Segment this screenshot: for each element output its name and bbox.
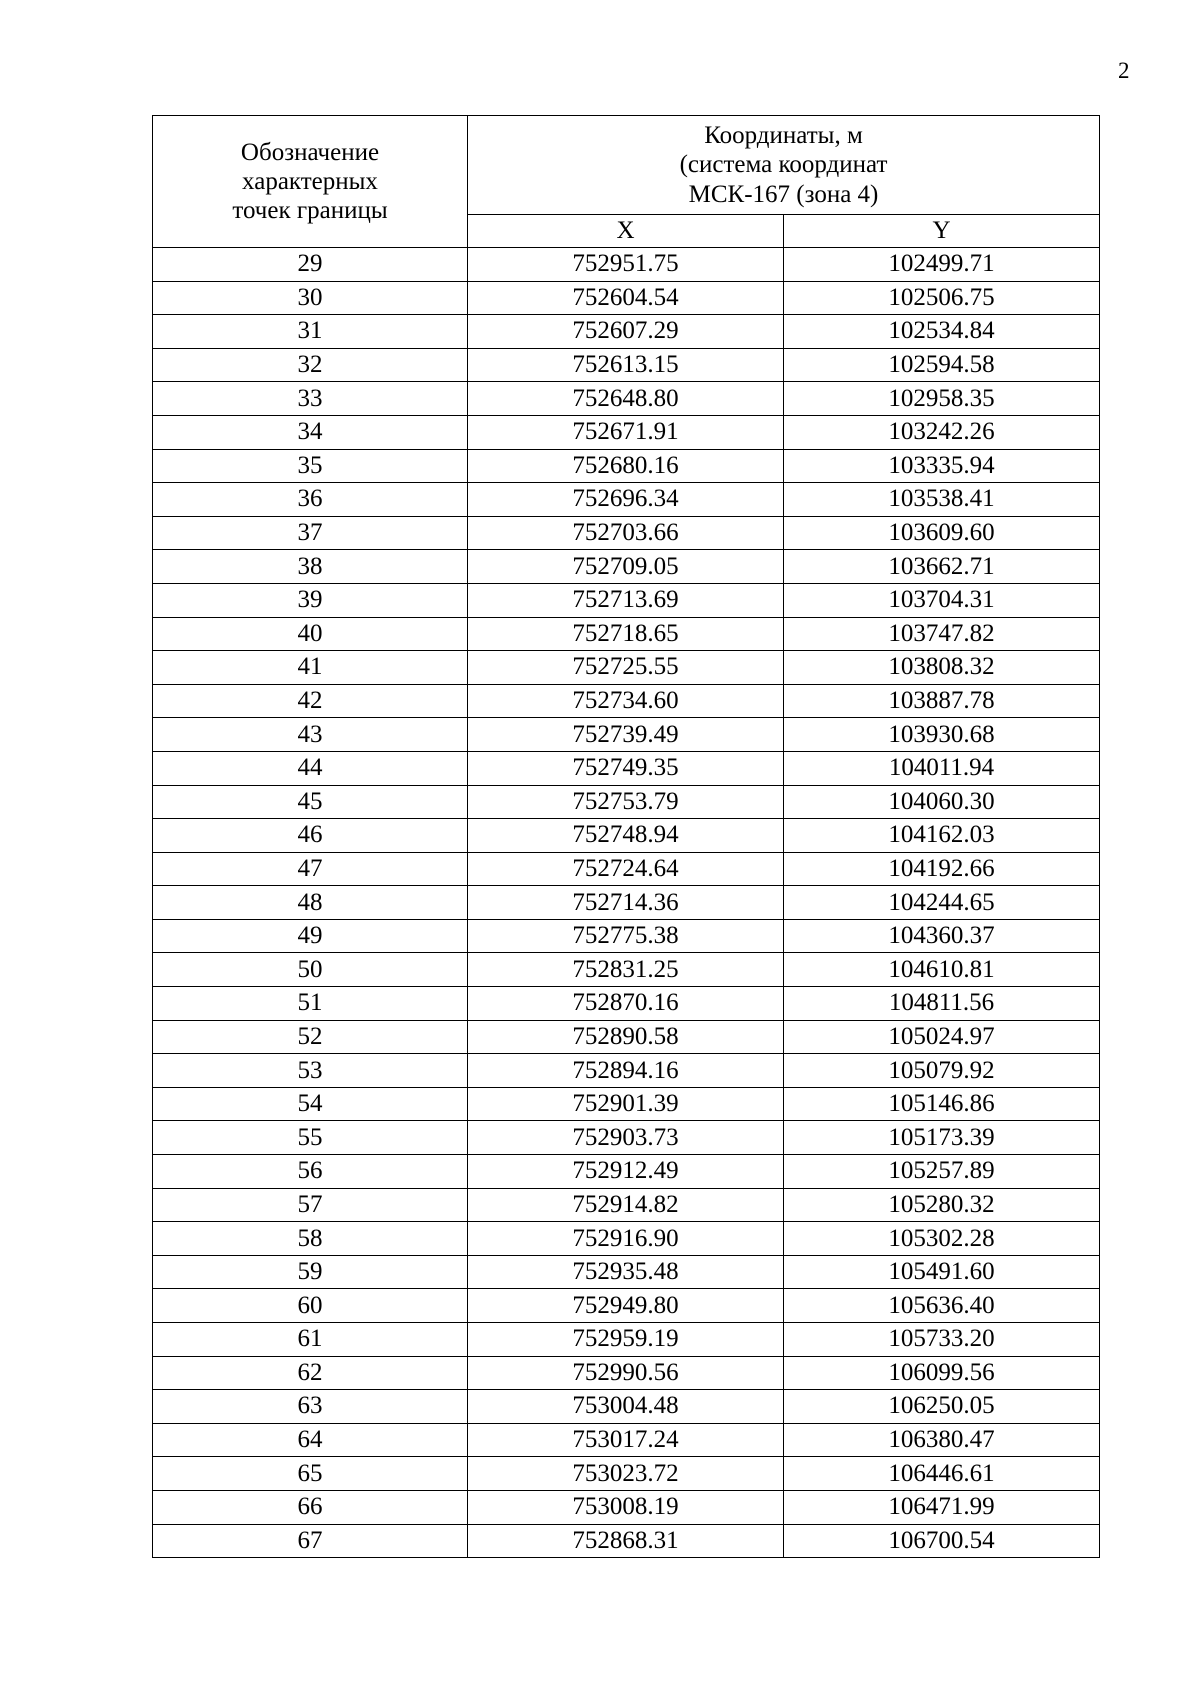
table-row — [153, 516, 1100, 550]
x-coordinate-cell: 752831.25 — [468, 953, 784, 987]
y-coordinate-cell: 104244.65 — [784, 886, 1100, 920]
point-number-cell: 57 — [153, 1188, 468, 1222]
point-number-cell: 55 — [153, 1121, 468, 1155]
table-row — [153, 315, 1100, 349]
y-coordinate-cell: 102499.71 — [784, 248, 1100, 282]
point-number-cell: 67 — [153, 1524, 468, 1558]
point-number-cell: 41 — [153, 651, 468, 685]
x-coordinate-cell: 752749.35 — [468, 751, 784, 785]
x-coordinate-cell: 752990.56 — [468, 1356, 784, 1390]
x-coordinate-cell: 752680.16 — [468, 449, 784, 483]
y-coordinate-cell: 105636.40 — [784, 1289, 1100, 1323]
point-number-cell: 29 — [153, 248, 468, 282]
table-body — [153, 248, 1100, 1558]
x-coordinate-cell: 752748.94 — [468, 819, 784, 853]
y-coordinate-cell: 105280.32 — [784, 1188, 1100, 1222]
x-coordinate-cell: 752890.58 — [468, 1020, 784, 1054]
y-coordinate-cell: 106700.54 — [784, 1524, 1100, 1558]
point-number-cell: 40 — [153, 617, 468, 651]
x-coordinate-cell: 752714.36 — [468, 886, 784, 920]
x-coordinate-cell: 753017.24 — [468, 1423, 784, 1457]
x-coordinate-cell: 752914.82 — [468, 1188, 784, 1222]
x-coordinate-cell: 752775.38 — [468, 919, 784, 953]
coords-title-line: МСК-167 (зона 4) — [688, 180, 879, 208]
coords-title-line: (система координат — [679, 151, 888, 179]
table-row — [153, 1457, 1100, 1491]
table-header — [153, 116, 1100, 248]
point-number-cell: 52 — [153, 1020, 468, 1054]
y-coordinate-cell: 105173.39 — [784, 1121, 1100, 1155]
x-coordinate-cell: 753004.48 — [468, 1390, 784, 1424]
y-coordinate-cell: 103747.82 — [784, 617, 1100, 651]
table-row — [153, 1121, 1100, 1155]
point-number-cell: 39 — [153, 583, 468, 617]
point-number-cell: 35 — [153, 449, 468, 483]
table-row — [153, 1289, 1100, 1323]
y-coordinate-cell: 104060.30 — [784, 785, 1100, 819]
x-coordinate-cell: 752739.49 — [468, 718, 784, 752]
table-row — [153, 1524, 1100, 1558]
table-row — [153, 1323, 1100, 1357]
table-row — [153, 1020, 1100, 1054]
table-row — [153, 819, 1100, 853]
table-row — [153, 348, 1100, 382]
y-coordinate-cell: 104162.03 — [784, 819, 1100, 853]
x-coordinate-cell: 752901.39 — [468, 1087, 784, 1121]
x-coordinate-cell: 752718.65 — [468, 617, 784, 651]
point-number-cell: 44 — [153, 751, 468, 785]
x-coordinate-cell: 752607.29 — [468, 315, 784, 349]
point-number-cell: 37 — [153, 516, 468, 550]
y-coordinate-cell: 105079.92 — [784, 1054, 1100, 1088]
y-coordinate-cell: 103538.41 — [784, 483, 1100, 517]
point-number-cell: 65 — [153, 1457, 468, 1491]
x-coordinate-cell: 752894.16 — [468, 1054, 784, 1088]
point-number-cell: 34 — [153, 415, 468, 449]
x-coordinate-cell: 752959.19 — [468, 1323, 784, 1357]
x-coordinate-cell: 752709.05 — [468, 550, 784, 584]
table-row — [153, 1356, 1100, 1390]
table-row — [153, 1155, 1100, 1189]
table-row — [153, 583, 1100, 617]
x-coordinate-cell: 752613.15 — [468, 348, 784, 382]
x-coordinate-cell: 752912.49 — [468, 1155, 784, 1189]
y-coordinate-cell: 102506.75 — [784, 281, 1100, 315]
y-coordinate-cell: 104192.66 — [784, 852, 1100, 886]
x-coordinate-cell: 752868.31 — [468, 1524, 784, 1558]
table-row — [153, 483, 1100, 517]
table-row — [153, 1087, 1100, 1121]
point-number-cell: 32 — [153, 348, 468, 382]
y-coordinate-cell: 103704.31 — [784, 583, 1100, 617]
table-row — [153, 919, 1100, 953]
table-row — [153, 1390, 1100, 1424]
y-coordinate-cell: 104610.81 — [784, 953, 1100, 987]
point-number-cell: 47 — [153, 852, 468, 886]
x-coordinate-cell: 752724.64 — [468, 852, 784, 886]
y-coordinate-cell: 102534.84 — [784, 315, 1100, 349]
point-number-cell: 64 — [153, 1423, 468, 1457]
point-number-cell: 36 — [153, 483, 468, 517]
x-coordinate-cell: 752753.79 — [468, 785, 784, 819]
y-coordinate-cell: 103808.32 — [784, 651, 1100, 685]
point-label-line: Обозначение — [240, 139, 380, 166]
y-coordinate-cell: 103930.68 — [784, 718, 1100, 752]
table-row — [153, 1054, 1100, 1088]
point-number-cell: 66 — [153, 1490, 468, 1524]
x-coordinate-cell: 752951.75 — [468, 248, 784, 282]
y-coordinate-cell: 104811.56 — [784, 987, 1100, 1021]
x-coordinate-cell: 752734.60 — [468, 684, 784, 718]
x-coordinate-cell: 752696.34 — [468, 483, 784, 517]
y-coordinate-cell: 106380.47 — [784, 1423, 1100, 1457]
y-coordinate-cell: 103335.94 — [784, 449, 1100, 483]
x-coordinate-cell: 752949.80 — [468, 1289, 784, 1323]
table-row — [153, 1222, 1100, 1256]
point-number-cell: 38 — [153, 550, 468, 584]
y-coordinate-cell: 104360.37 — [784, 919, 1100, 953]
point-number-cell: 53 — [153, 1054, 468, 1088]
x-coordinate-cell: 752604.54 — [468, 281, 784, 315]
point-number-cell: 45 — [153, 785, 468, 819]
point-number-cell: 62 — [153, 1356, 468, 1390]
point-number-cell: 42 — [153, 684, 468, 718]
x-column-header: X — [468, 214, 784, 247]
y-coordinate-cell: 106099.56 — [784, 1356, 1100, 1390]
point-number-cell: 49 — [153, 919, 468, 953]
x-coordinate-cell: 752725.55 — [468, 651, 784, 685]
x-coordinate-cell: 753008.19 — [468, 1490, 784, 1524]
point-number-cell: 33 — [153, 382, 468, 416]
x-coordinate-cell: 752671.91 — [468, 415, 784, 449]
y-coordinate-cell: 105491.60 — [784, 1255, 1100, 1289]
x-coordinate-cell: 752903.73 — [468, 1121, 784, 1155]
y-coordinate-cell: 106250.05 — [784, 1390, 1100, 1424]
y-coordinate-cell: 105024.97 — [784, 1020, 1100, 1054]
coordinates-table — [152, 115, 1100, 1558]
coordinates-header — [468, 116, 1100, 215]
x-coordinate-cell: 752713.69 — [468, 583, 784, 617]
table-row — [153, 248, 1100, 282]
y-coordinate-cell: 105733.20 — [784, 1323, 1100, 1357]
table-row — [153, 718, 1100, 752]
point-number-cell: 54 — [153, 1087, 468, 1121]
x-coordinate-cell: 752648.80 — [468, 382, 784, 416]
y-coordinate-cell: 103662.71 — [784, 550, 1100, 584]
y-coordinate-cell: 105257.89 — [784, 1155, 1100, 1189]
coords-title-line: Координаты, м — [704, 121, 863, 149]
point-number-cell: 48 — [153, 886, 468, 920]
point-number-cell: 56 — [153, 1155, 468, 1189]
table-row — [153, 953, 1100, 987]
table-row — [153, 449, 1100, 483]
y-coordinate-cell: 104011.94 — [784, 751, 1100, 785]
y-coordinate-cell: 102594.58 — [784, 348, 1100, 382]
point-number-cell: 46 — [153, 819, 468, 853]
point-number-cell: 58 — [153, 1222, 468, 1256]
x-coordinate-cell: 752916.90 — [468, 1222, 784, 1256]
y-coordinate-cell: 106471.99 — [784, 1490, 1100, 1524]
point-number-cell: 59 — [153, 1255, 468, 1289]
x-coordinate-cell: 752935.48 — [468, 1255, 784, 1289]
table-row — [153, 281, 1100, 315]
y-column-header: Y — [784, 214, 1100, 247]
table-row — [153, 617, 1100, 651]
point-number-cell: 30 — [153, 281, 468, 315]
point-number-cell: 60 — [153, 1289, 468, 1323]
point-number-cell: 63 — [153, 1390, 468, 1424]
point-label-line: характерных — [242, 168, 378, 195]
table-row — [153, 415, 1100, 449]
y-coordinate-cell: 106446.61 — [784, 1457, 1100, 1491]
table-row — [153, 1490, 1100, 1524]
y-coordinate-cell: 105302.28 — [784, 1222, 1100, 1256]
y-coordinate-cell: 103609.60 — [784, 516, 1100, 550]
table-row — [153, 684, 1100, 718]
table-row — [153, 886, 1100, 920]
y-coordinate-cell: 102958.35 — [784, 382, 1100, 416]
table-row — [153, 1255, 1100, 1289]
x-coordinate-cell: 753023.72 — [468, 1457, 784, 1491]
table-row — [153, 987, 1100, 1021]
page-number: 2 — [1118, 58, 1130, 83]
point-number-cell: 50 — [153, 953, 468, 987]
y-coordinate-cell: 103242.26 — [784, 415, 1100, 449]
table-row — [153, 785, 1100, 819]
table-row — [153, 651, 1100, 685]
point-number-cell: 51 — [153, 987, 468, 1021]
table-row — [153, 550, 1100, 584]
table-row — [153, 751, 1100, 785]
table-row — [153, 1423, 1100, 1457]
point-label-line: точек границы — [232, 197, 388, 224]
table-row — [153, 382, 1100, 416]
point-number-cell: 61 — [153, 1323, 468, 1357]
point-number-cell: 31 — [153, 315, 468, 349]
x-coordinate-cell: 752703.66 — [468, 516, 784, 550]
y-coordinate-cell: 103887.78 — [784, 684, 1100, 718]
table-row — [153, 852, 1100, 886]
y-coordinate-cell: 105146.86 — [784, 1087, 1100, 1121]
point-designation-header — [153, 116, 468, 248]
table-row — [153, 1188, 1100, 1222]
x-coordinate-cell: 752870.16 — [468, 987, 784, 1021]
point-number-cell: 43 — [153, 718, 468, 752]
